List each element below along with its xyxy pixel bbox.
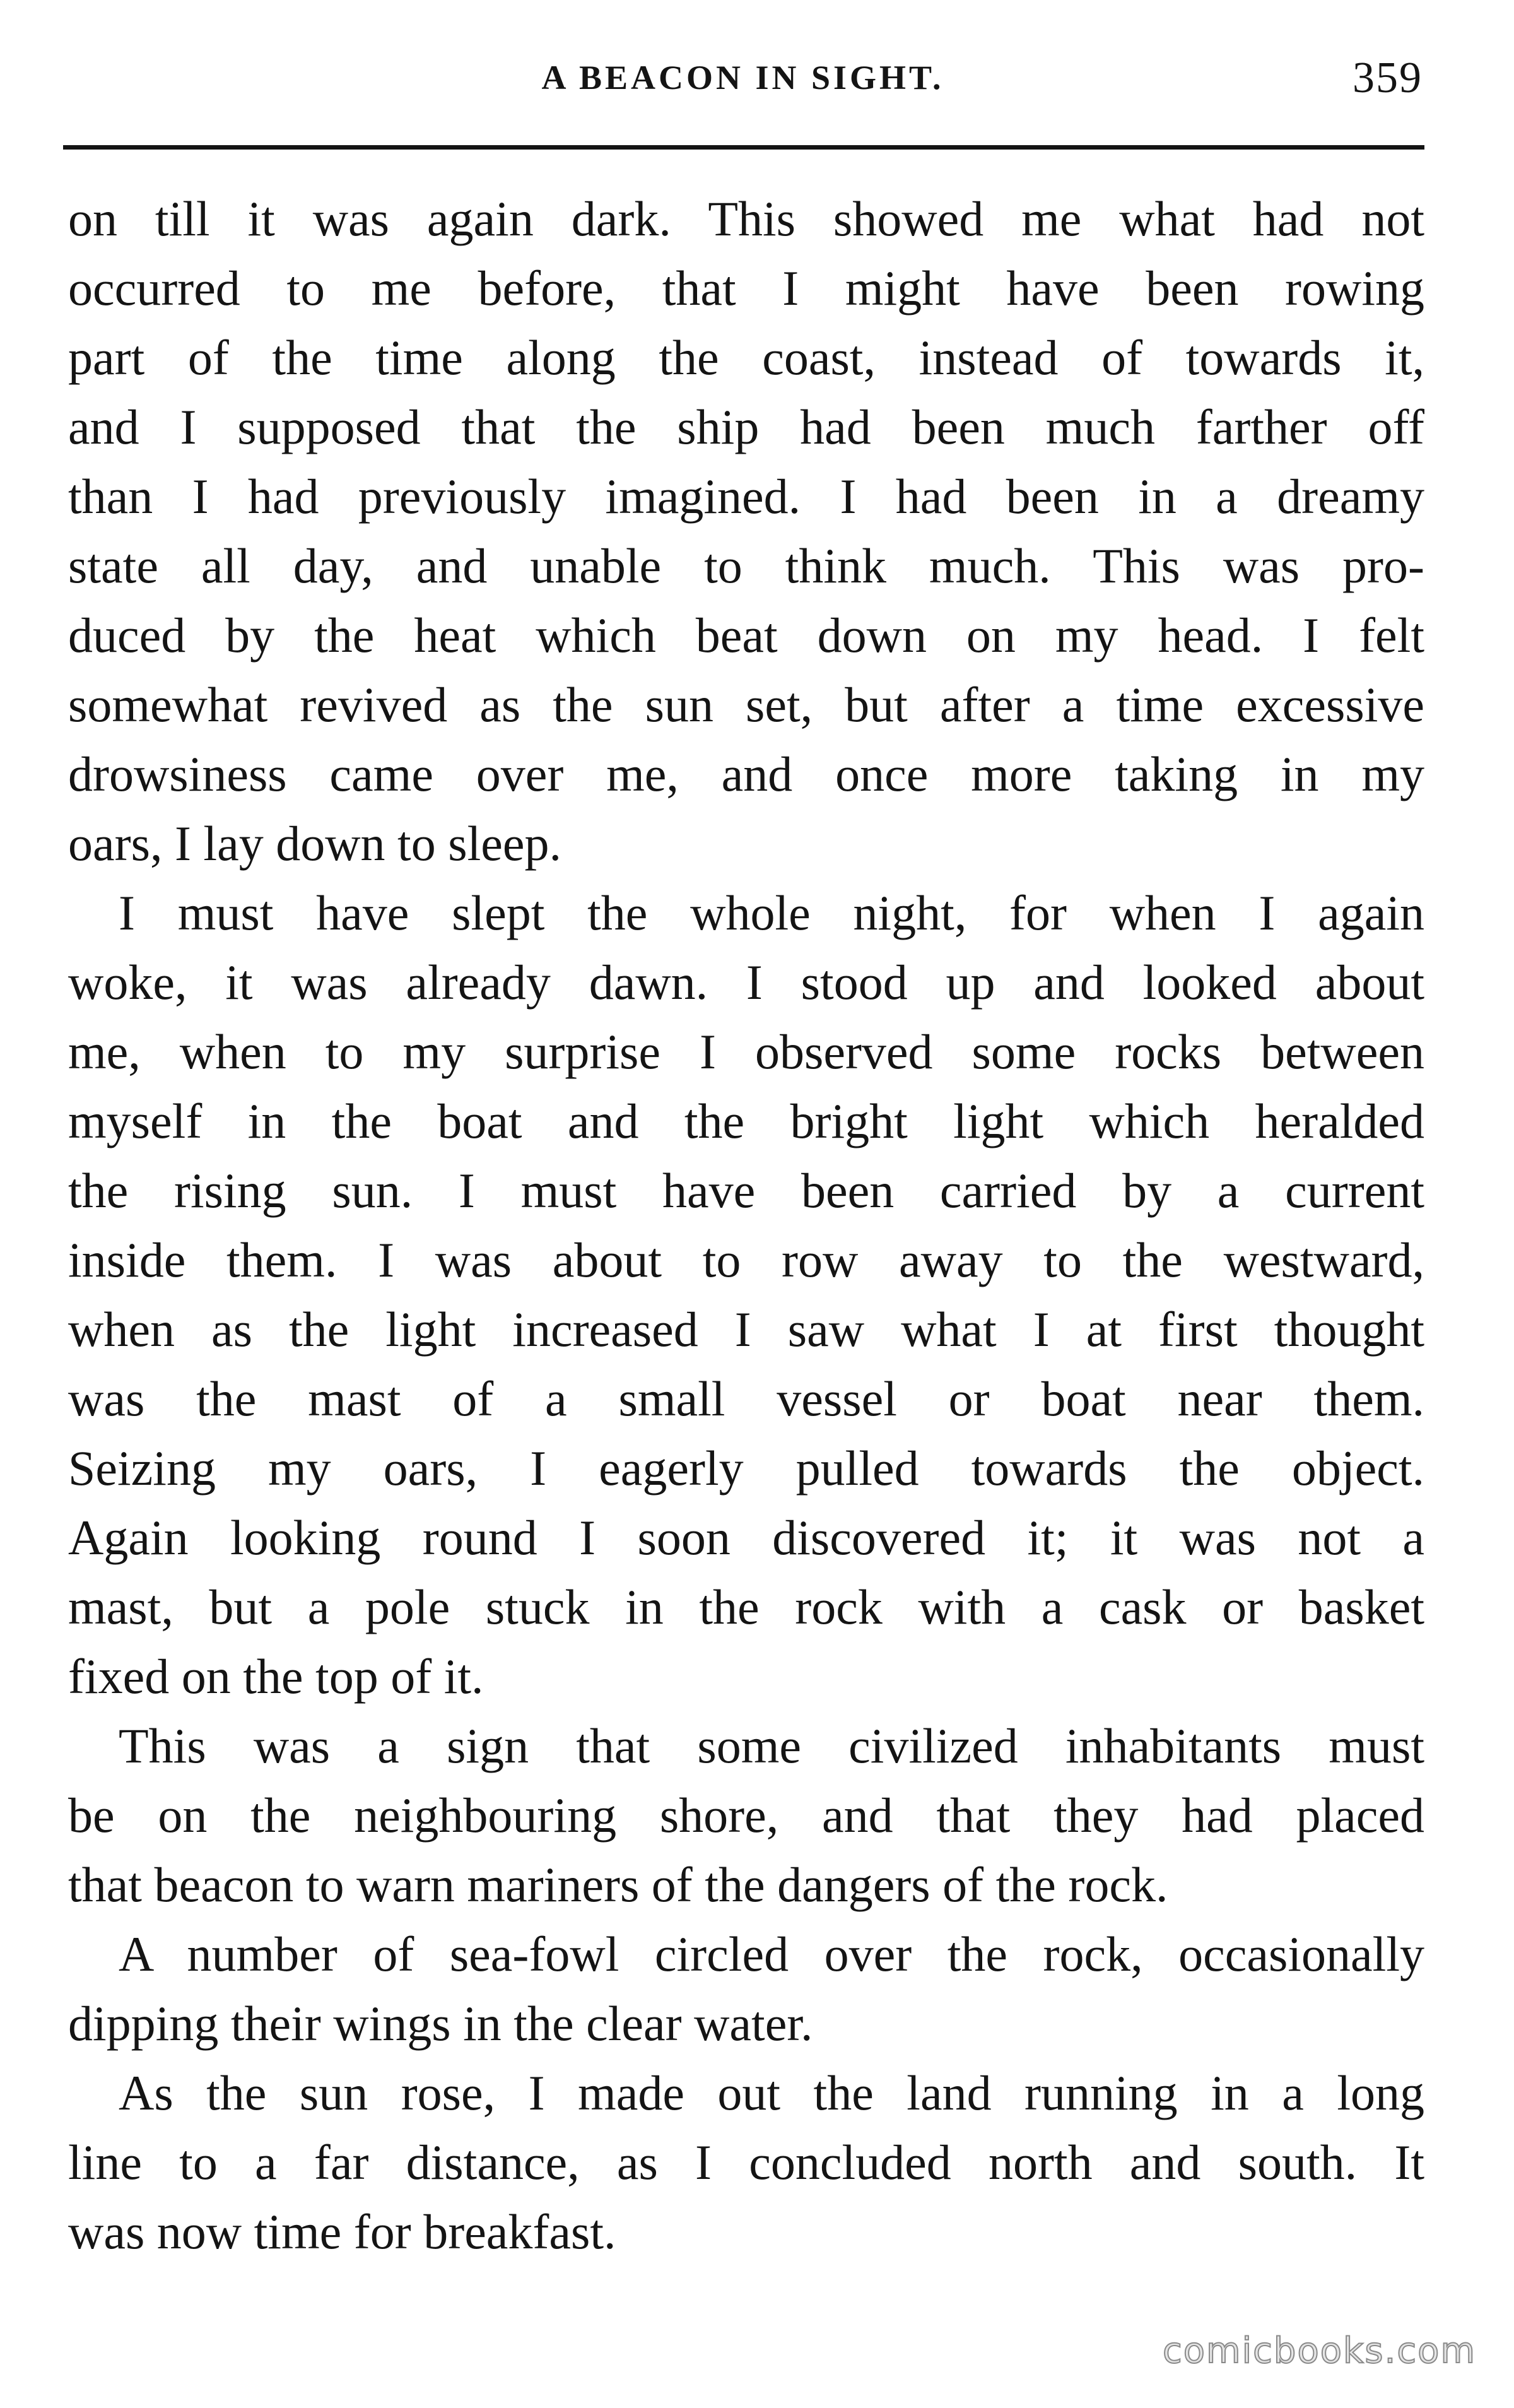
body-text — [68, 184, 1424, 2267]
text-line: somewhat revived as the sun set, but after a time excessive — [68, 677, 1424, 732]
text-line: occurred to me before, that I might have been rowing — [68, 261, 1424, 316]
text-line: on till it was again dark. This showed me what had not — [68, 191, 1424, 246]
text-line: was the mast of a small vessel or boat near them. — [68, 1371, 1424, 1426]
text-line: fixed on the top of it. — [68, 1649, 484, 1704]
paragraph — [68, 878, 1424, 1711]
text-line: the rising sun. I must have been carried by a current — [68, 1163, 1424, 1218]
text-line: Seizing my oars, I eagerly pulled towards the object. — [68, 1441, 1424, 1496]
text-line: duced by the heat which beat down on my head. I felt — [68, 608, 1424, 663]
text-line: oars, I lay down to sleep. — [68, 816, 561, 871]
text-line: state all day, and unable to think much. This was pro- — [68, 538, 1424, 593]
chapter-running-title: A BEACON IN SIGHT. — [541, 59, 944, 97]
page-number: 359 — [1353, 54, 1423, 102]
text-line: was now time for breakfast. — [68, 2204, 616, 2259]
text-line: A number of sea-fowl circled over the rock, occasionally — [119, 1927, 1424, 1981]
text-line: that beacon to warn mariners of the dangers of the rock. — [68, 1857, 1168, 1912]
text-line: This was a sign that some civilized inhabitants must — [119, 1718, 1424, 1773]
text-line: Again looking round I soon discovered it; it was not a — [68, 1510, 1424, 1565]
text-line: As the sun rose, I made out the land running in a long — [119, 2065, 1424, 2120]
text-line: drowsiness came over me, and once more taking in my — [68, 747, 1424, 801]
text-line: mast, but a pole stuck in the rock with a cask or basket — [68, 1579, 1424, 1634]
text-line: be on the neighbouring shore, and that they had placed — [68, 1788, 1424, 1843]
paragraph — [68, 184, 1424, 878]
watermark: comicbooks.com — [1162, 2330, 1476, 2371]
text-line: me, when to my surprise I observed some rocks between — [68, 1024, 1424, 1079]
text-line: part of the time along the coast, instead of towards it, — [68, 330, 1424, 385]
text-line: inside them. I was about to row away to the westward, — [68, 1232, 1424, 1287]
text-line: dipping their wings in the clear water. — [68, 1996, 813, 2051]
text-line: than I had previously imagined. I had been in a dreamy — [68, 469, 1424, 524]
paragraph — [68, 1711, 1424, 1920]
running-header — [63, 44, 1423, 114]
text-line: myself in the boat and the bright light which heralded — [68, 1094, 1424, 1148]
text-line: and I supposed that the ship had been much farther off — [68, 399, 1424, 454]
paragraph — [68, 1920, 1424, 2058]
text-line: line to a far distance, as I concluded north and south. It — [68, 2135, 1424, 2190]
text-line: when as the light increased I saw what I at first thought — [68, 1302, 1424, 1357]
header-rule — [63, 145, 1424, 150]
text-line: I must have slept the whole night, for when I again — [119, 885, 1424, 940]
paragraph — [68, 2058, 1424, 2267]
text-line: woke, it was already dawn. I stood up and looked about — [68, 955, 1424, 1010]
